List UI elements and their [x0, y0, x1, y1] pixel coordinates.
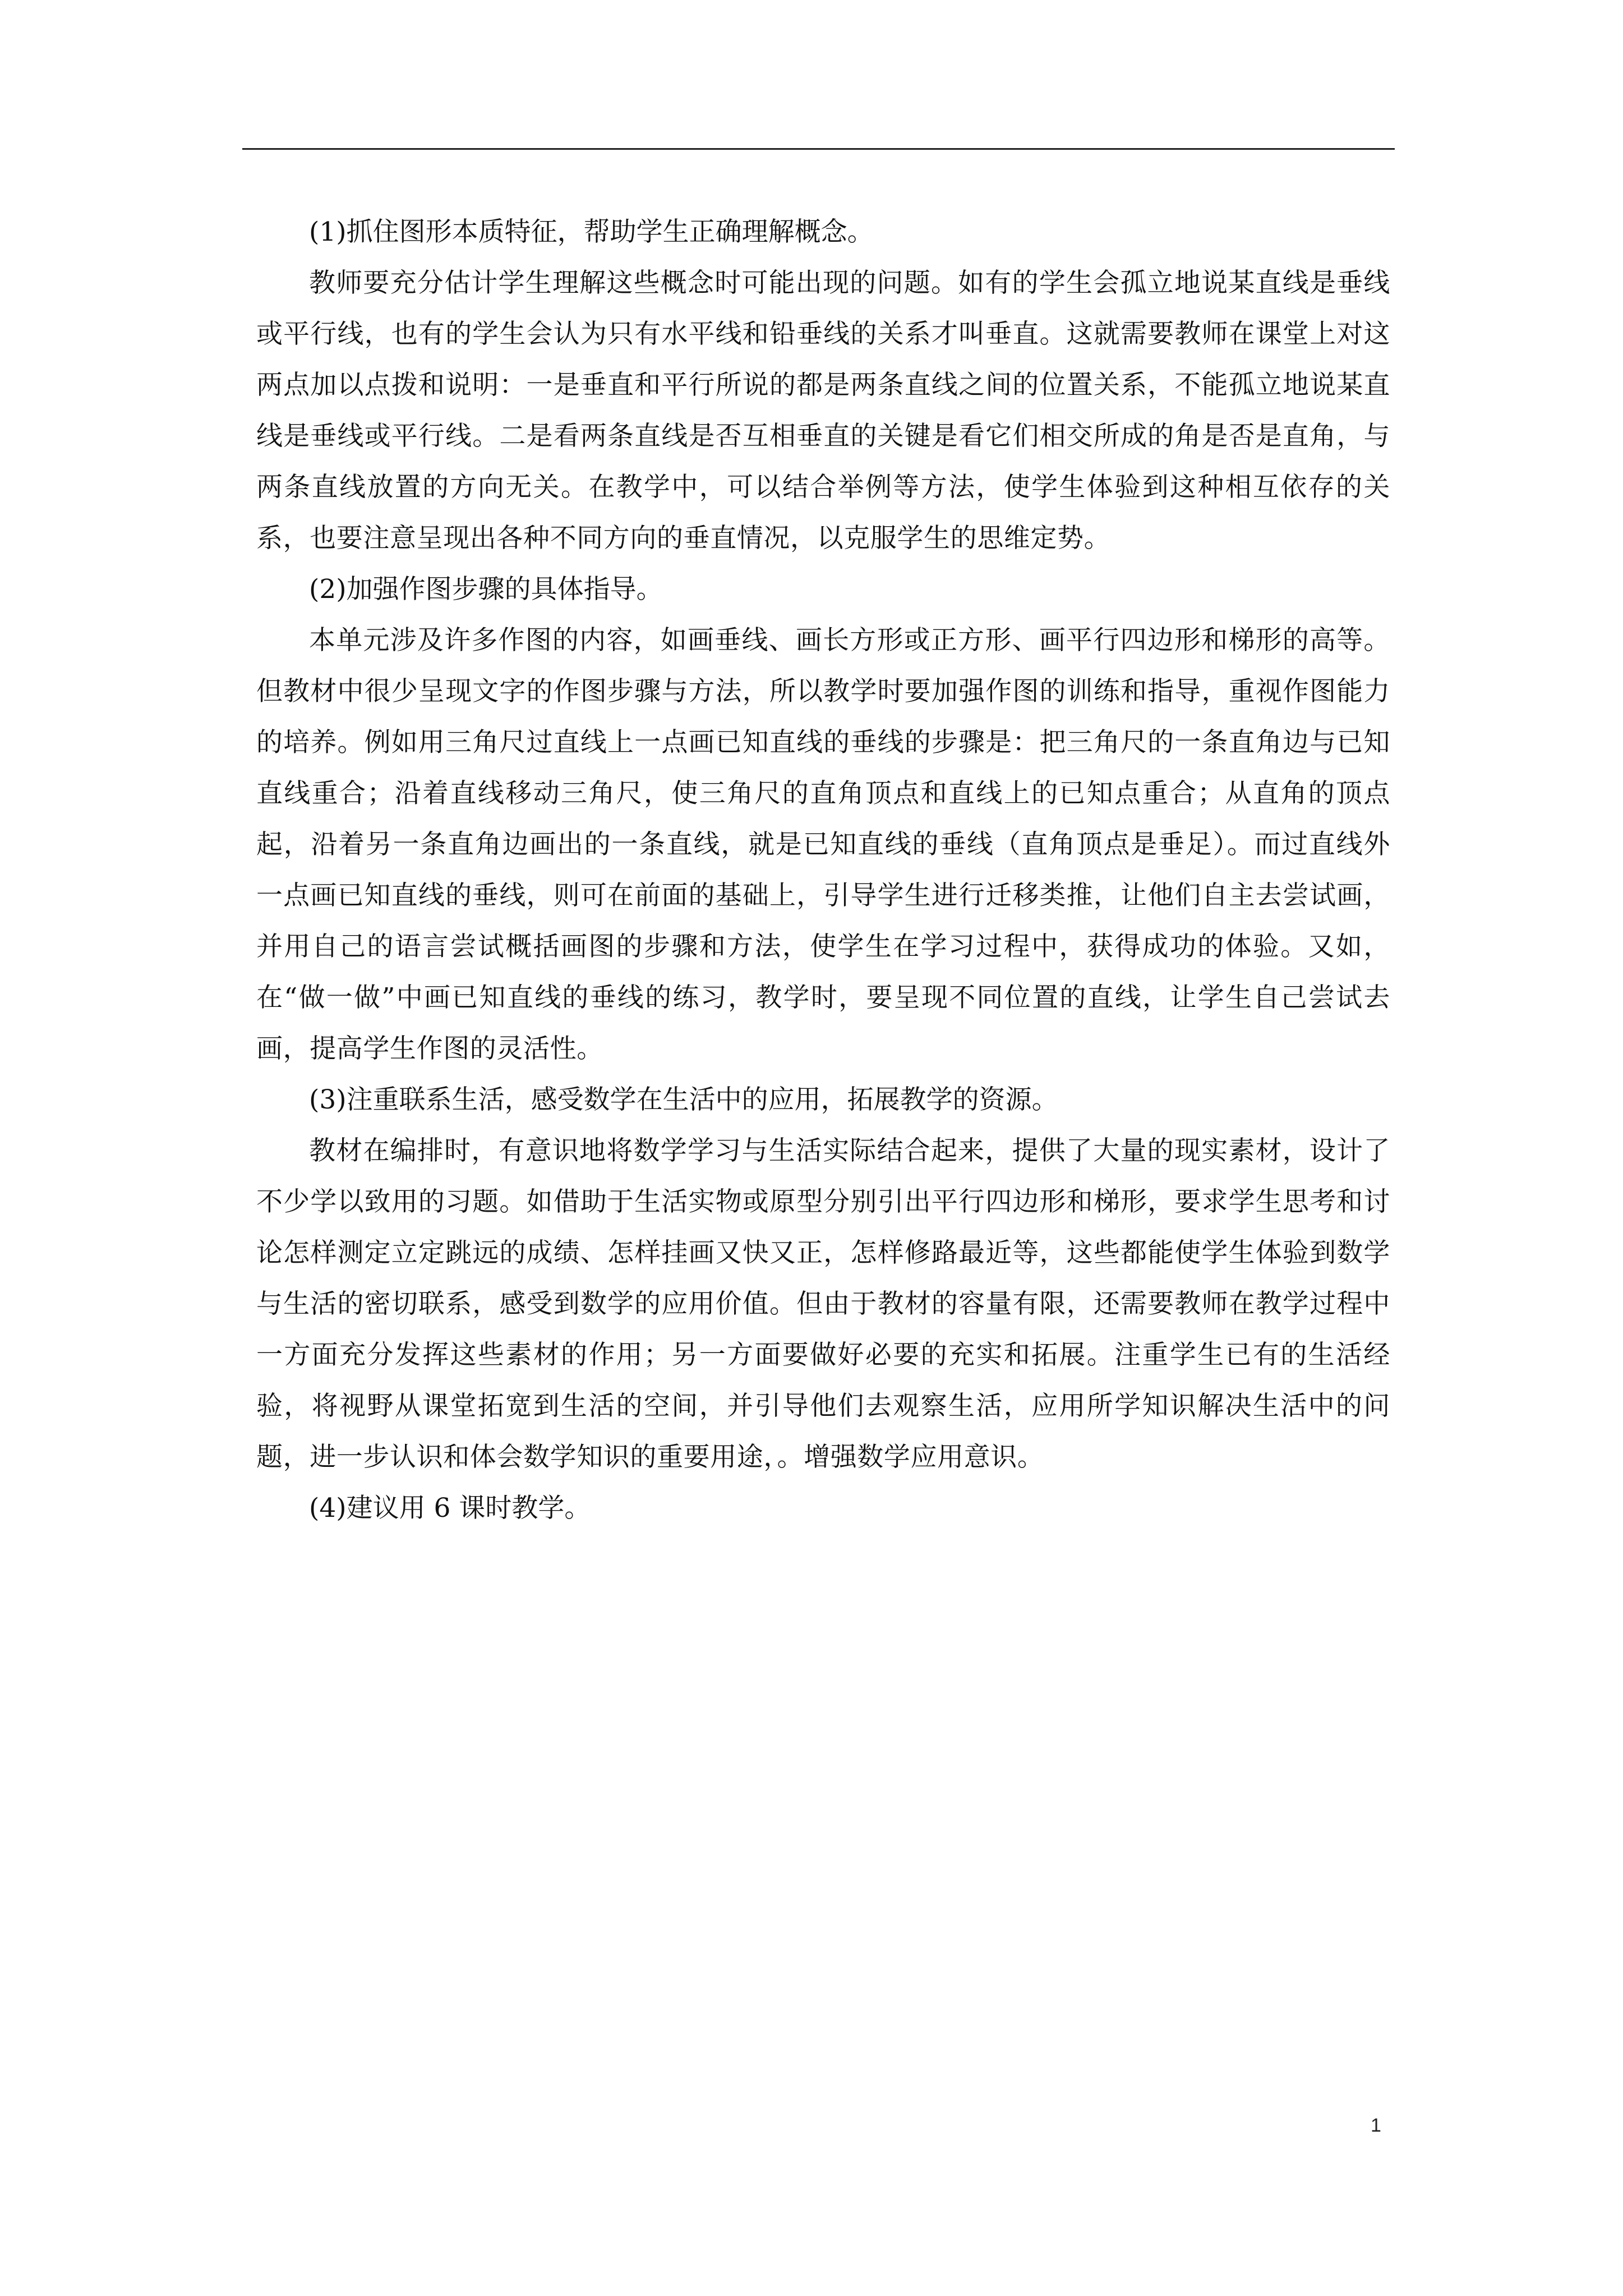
- section-heading-2: (2)加强作图步骤的具体指导。: [309, 574, 663, 605]
- paragraph-1: 教师要充分估计学生理解这些概念时可能出现的问题。如有的学生会孤立地说某直线是垂线或平行线，也有的学生会认为只有水平线和铅垂线的关系才叫垂直。这就需要教师在课堂上对这两点加以点拨和说明：一是垂直和平行所说的都是两条直线之间的位置关系，不能孤立地说某直线是垂线或平行线。二是看两条直线是否互相垂直的关键是看它们相交所成的角是否是直角，与两条直线放置的方向无关。在教学中，可以结合举例等方法，使学生体验到这种相互依存的关系，也要注意呈现出各种不同方向的垂直情况，以克服学生的思维定势。: [256, 268, 1390, 554]
- section-heading-1: (1)抓住图形本质特征，帮助学生正确理解概念。: [309, 217, 874, 247]
- section-heading-4: (4)建议用 6 课时教学。: [309, 1493, 591, 1524]
- paragraph-3: 教材在编排时，有意识地将数学学习与生活实际结合起来，提供了大量的现实素材，设计了不少学以致用的习题。如借助于生活实物或原型分别引出平行四边形和梯形，要求学生思考和讨论怎样测定立定跳远的成绩、怎样挂画又快又正，怎样修路最近等，这些都能使学生体验到数学与生活的密切联系，感受到数学的应用价值。但由于教材的容量有限，还需要教师在教学过程中一方面充分发挥这些素材的作用；另一方面要做好必要的充实和拓展。注重学生已有的生活经验，将视野从课堂拓宽到生活的空间，并引导他们去观察生活，应用所学知识解决生活中的问题，进一步认识和体会数学知识的重要用途，。增强数学应用意识。: [256, 1135, 1390, 1473]
- paragraph-2: 本单元涉及许多作图的内容，如画垂线、画长方形或正方形、画平行四边形和梯形的高等。但教材中很少呈现文字的作图步骤与方法，所以教学时要加强作图的训练和指导，重视作图能力的培养。例如用三角尺过直线上一点画已知直线的垂线的步骤是：把三角尺的一条直角边与已知直线重合；沿着直线移动三角尺，使三角尺的直角顶点和直线上的已知点重合；从直角的顶点起，沿着另一条直角边画出的一条直线，就是已知直线的垂线（直角顶点是垂足）。而过直线外一点画已知直线的垂线，则可在前面的基础上，引导学生进行迁移类推，让他们自主去尝试画，并用自己的语言尝试概括画图的步骤和方法，使学生在学习过程中，获得成功的体验。又如，在“做一做”中画已知直线的垂线的练习，教学时，要呈现不同位置的直线，让学生自己尝试去画，提高学生作图的灵活性。: [256, 625, 1390, 1064]
- section-heading-3: (3)注重联系生活，感受数学在生活中的应用，拓展教学的资源。: [309, 1084, 1058, 1115]
- document-body: [256, 206, 1390, 1534]
- page-number: 1: [1371, 2115, 1381, 2136]
- header-rule: [242, 148, 1395, 150]
